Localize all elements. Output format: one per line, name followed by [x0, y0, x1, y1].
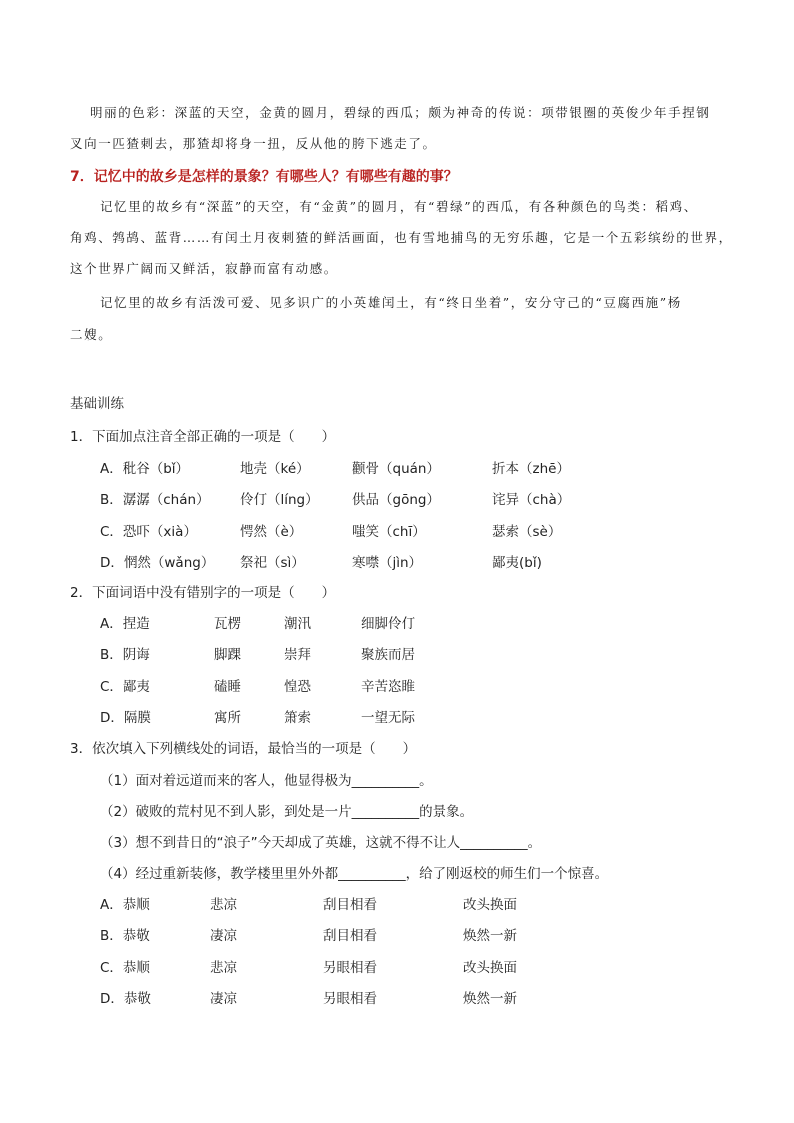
- q3-option-C-item-2: 悲凉: [210, 959, 237, 976]
- section-title: 基础训练: [70, 396, 124, 412]
- intro-line-2: 叉向一匹猹刺去，那猹却将身一扭，反从他的胯下逃走了。: [70, 136, 437, 151]
- q3-option-B-item-3: 刮目相看: [323, 928, 377, 945]
- q3-option-C-item-1: C．恭顺: [100, 959, 150, 976]
- q3-option-B-item-4: 焕然一新: [463, 928, 517, 945]
- q1-option-C-item-1: C．恐吓（xià）: [100, 523, 197, 540]
- q3-option-D-item-1: D．恭敬: [100, 990, 151, 1007]
- q7-paragraph1-line2: 角鸡、鹁鸪、蓝背……有闰土月夜刺猹的鲜活画面，也有雪地捕鸟的无穷乐趣，它是一个五彩缤纷的世界，: [70, 230, 733, 245]
- q2-option-D-item-1: D．隔膜: [100, 709, 151, 726]
- q3-option-A-item-3: 刮目相看: [323, 897, 377, 913]
- question-2-stem: 2．下面词语中没有错别字的一项是（ ）: [70, 585, 336, 601]
- q3-option-A-item-4: 改头换面: [463, 897, 517, 913]
- q1-option-D-item-4: 鄙夷(bǐ): [492, 554, 542, 571]
- q1-option-B-item-4: 诧异（chà）: [492, 492, 571, 509]
- q3-item-3: [100, 831, 541, 851]
- q1-option-B-item-2: 伶仃（líng）: [240, 492, 319, 509]
- q2-option-D-item-4: 一望无际: [361, 709, 415, 726]
- q3-item-1-blank: __________: [351, 773, 420, 789]
- question-7-heading: 7．记忆中的故乡是怎样的景象？有哪些人？有哪些有趣的事？: [70, 169, 458, 185]
- q3-option-B-item-2: 凄凉: [210, 928, 237, 945]
- q1-option-A-item-3: 颧骨（quán）: [352, 461, 440, 477]
- q7-paragraph1-line3: 这个世界广阔而又鲜活，寂静而富有动感。: [70, 261, 338, 276]
- q3-option-A-item-1: A．恭顺: [100, 897, 150, 913]
- q3-item-4: [100, 862, 608, 882]
- q3-item-4-end: ，给了刚返校的师生们一个惊喜。: [405, 866, 609, 882]
- q3-item-4-text: （4）经过重新装修，教学楼里里外外都: [100, 866, 339, 882]
- q3-option-B-item-1: B．恭敬: [100, 928, 150, 945]
- q2-option-A-item-3: 潮汛: [284, 616, 311, 632]
- q2-option-A-item-2: 瓦楞: [214, 616, 241, 632]
- q1-option-D-item-2: 祭祀（sì）: [240, 554, 305, 571]
- q3-option-A-item-2: 悲凉: [210, 897, 237, 913]
- q3-option-C-item-4: 改头换面: [463, 959, 517, 976]
- q2-option-C-item-4: 辛苦恣睢: [361, 678, 415, 695]
- q2-option-C-item-3: 惶恐: [284, 678, 311, 695]
- q3-option-D-item-4: 焕然一新: [463, 990, 517, 1007]
- q2-option-B-item-4: 聚族而居: [361, 647, 415, 664]
- q1-option-A-item-2: 地壳（ké）: [240, 461, 310, 477]
- q3-item-1: [100, 769, 433, 789]
- question-1-stem: 1．下面加点注音全部正确的一项是（ ）: [70, 429, 336, 445]
- q1-option-D-item-1: D．惘然（wǎng）: [100, 554, 215, 571]
- q3-item-2-blank: __________: [351, 804, 420, 820]
- q2-option-A-item-1: A．捏造: [100, 616, 150, 632]
- q2-option-C-item-2: 磕睡: [214, 678, 241, 695]
- q2-option-B-item-2: 脚踝: [214, 647, 241, 664]
- q3-item-3-text: （3）想不到昔日的“浪子”今天却成了英雄，这就不得不让人: [100, 835, 461, 851]
- q3-item-3-blank: __________: [460, 835, 528, 851]
- q3-option-D-item-2: 凄凉: [210, 990, 237, 1007]
- question-3-stem: 3．依次填入下列横线处的词语，最恰当的一项是（ ）: [70, 741, 417, 757]
- q7-paragraph2-line2: 二嫂。: [70, 327, 113, 342]
- q1-option-D-item-3: 寒噤（jìn）: [352, 554, 423, 571]
- q7-paragraph1-line1: 记忆里的故乡有“深蓝”的天空，有“金黄”的圆月，有“碧绿”的西瓜，有各种颜色的鸟类：稻鸡、: [100, 199, 698, 214]
- q1-option-B-item-1: B．潺潺（chán）: [100, 492, 210, 509]
- q2-option-D-item-2: 寓所: [214, 709, 241, 726]
- q3-item-1-text: （1）面对着远道而来的客人，他显得极为: [100, 773, 352, 789]
- q2-option-D-item-3: 箫索: [284, 709, 311, 726]
- q1-option-C-item-2: 愕然（è）: [240, 523, 303, 540]
- q3-item-1-end: 。: [419, 773, 433, 789]
- q3-option-D-item-3: 另眼相看: [323, 990, 377, 1007]
- q2-option-B-item-3: 崇拜: [284, 647, 311, 664]
- q2-option-B-item-1: B．阴诲: [100, 647, 150, 664]
- q3-item-3-end: 。: [527, 835, 542, 851]
- q2-option-C-item-1: C．鄙夷: [100, 678, 150, 695]
- q3-item-2-text: （2）破败的荒村见不到人影，到处是一片: [100, 804, 352, 820]
- q3-item-2-end: 的景象。: [419, 804, 474, 820]
- q2-option-A-item-4: 细脚伶仃: [361, 616, 415, 632]
- q1-option-A-item-1: A．秕谷（bǐ）: [100, 461, 190, 477]
- q3-item-4-blank: __________: [338, 866, 406, 882]
- q3-item-2: [100, 800, 473, 820]
- q1-option-C-item-4: 瑟索（sè）: [492, 523, 562, 540]
- intro-line-1: 明丽的色彩：深蓝的天空，金黄的圆月，碧绿的西瓜；颇为神奇的传说：项带银圈的英俊少年手捏钢: [90, 105, 711, 120]
- q7-paragraph2-line1: 记忆里的故乡有活泼可爱、见多识广的小英雄闰土，有“终日坐着”，安分守己的“豆腐西施”杨: [100, 295, 682, 310]
- q1-option-C-item-3: 嗤笑（chī）: [352, 523, 426, 540]
- q3-option-C-item-3: 另眼相看: [323, 959, 377, 976]
- q1-option-A-item-4: 折本（zhē）: [492, 461, 570, 477]
- q1-option-B-item-3: 供品（gōng）: [352, 492, 440, 509]
